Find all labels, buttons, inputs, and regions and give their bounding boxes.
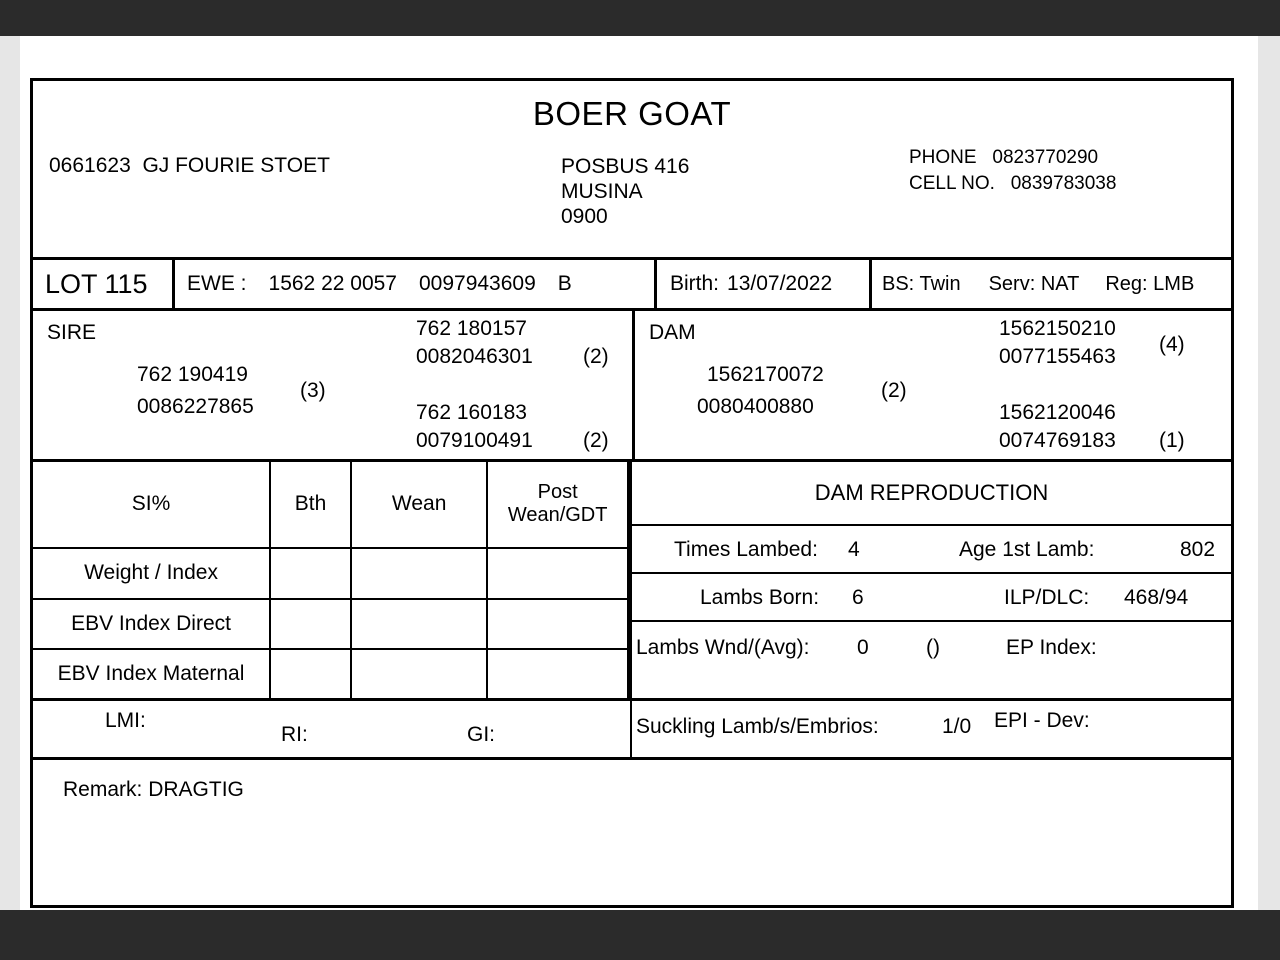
breeder-name: GJ FOURIE STOET [142,154,330,177]
reg-label: Reg: [1105,272,1148,295]
si-header-si: SI% [33,462,270,548]
remark-section [33,757,1231,879]
sire-label: SIRE [47,321,97,344]
bs-label: BS: [882,272,915,295]
table-row [33,649,628,698]
sire-id-1: 762 190419 [137,363,248,386]
si-header-bth: Bth [270,462,351,548]
sire-rank: (3) [300,379,326,402]
page-title: BOER GOAT [532,95,732,132]
registration-status [1105,273,1194,296]
status-fields [869,260,1231,308]
si-table [33,462,629,698]
ilp-dlc-value: 468/94 [1124,586,1189,609]
phone-value: 0823770290 [992,147,1099,168]
bottom-letterbox-bar [0,910,1280,960]
post-wean-line-2: Wean/GDT [507,504,608,527]
birth-field [654,260,869,308]
animal-identity [172,260,654,308]
dam-gp-top-id-1: 1562150210 [999,317,1116,340]
times-lambed-value: 4 [848,538,860,561]
dam-reproduction-panel [632,462,1231,698]
indices-left [33,701,632,757]
phone-row [909,145,1116,171]
si-row-label-ebv-direct: EBV Index Direct [33,599,270,650]
ep-index-label: EP Index: [1006,636,1097,659]
dam-id-1: 1562170072 [707,363,824,386]
divider-3 [632,620,1231,622]
remark-label: Remark: [63,778,143,801]
breeder-line [49,154,330,178]
animal-reg-number: 0097943609 [418,272,536,295]
table-row [33,548,628,599]
breeder-code: 0661623 [49,154,131,177]
animal-type-label: EWE : [187,272,247,295]
card-header [33,97,1231,257]
cell-label: CELL NO. [909,173,995,194]
dam-gp-bottom-id-2: 0074769183 [999,429,1116,452]
suckling-panel [632,701,1231,757]
cell-value: 0839783038 [1010,173,1117,194]
si-cell-ebv-direct-bth [270,599,351,650]
table-row [33,599,628,650]
si-cell-weight-wean [351,548,487,599]
si-header-row [33,462,628,548]
dam-gp-bottom-rank: (1) [1159,429,1185,452]
birth-value: 13/07/2022 [727,272,833,295]
serv-label: Serv: [988,272,1036,295]
address-line-2: MUSINA [561,180,643,203]
birth-label: Birth: [670,272,720,295]
si-cell-ebv-maternal-bth [270,649,351,698]
birth-status [882,273,961,296]
times-lambed-label: Times Lambed: [674,538,818,561]
si-cell-ebv-direct-post [487,599,628,650]
dam-gp-top-rank: (4) [1159,333,1185,356]
suckling-value: 1/0 [942,715,972,738]
si-cell-weight-bth [270,548,351,599]
si-header-wean: Wean [351,462,487,548]
epi-dev-label: EPI - Dev: [994,709,1090,732]
measurements-section [33,459,1231,698]
si-cell-ebv-maternal-wean [351,649,487,698]
reg-value: LMB [1153,272,1195,295]
remark-value: DRAGTIG [148,778,244,801]
lambs-born-label: Lambs Born: [700,586,820,609]
dam-label: DAM [649,321,696,344]
address-line-1: POSBUS 416 [561,155,690,178]
animal-code: B [557,272,572,295]
ilp-dlc-label: ILP/DLC: [1004,586,1090,609]
si-cell-weight-post [487,548,628,599]
age-first-lamb-value: 802 [1180,538,1216,561]
left-margin [0,36,20,910]
age-first-lamb-label: Age 1st Lamb: [959,538,1095,561]
cell-row [909,171,1116,197]
breeder-contact [909,145,1116,197]
sire-gp-top-rank: (2) [583,345,609,368]
post-wean-line-1: Post [537,481,578,504]
animal-tag: 1562 22 0057 [268,272,397,295]
bs-value: Twin [919,272,961,295]
service-type [989,273,1080,296]
serv-value: NAT [1040,272,1080,295]
lot-row [33,257,1231,308]
pedigree-card [30,78,1234,908]
indices-row [33,698,1231,757]
breeder-address [561,154,689,229]
dam-gp-bottom-id-1: 1562120046 [999,401,1116,424]
ri-label: RI: [281,723,308,746]
pedigree-section [33,308,1231,459]
lambs-weaned-average: () [926,636,940,659]
si-cell-ebv-direct-wean [351,599,487,650]
suckling-label: Suckling Lamb/s/Embrios: [636,715,879,738]
sire-id-2: 0086227865 [137,395,254,418]
right-margin [1258,36,1280,910]
si-row-label-ebv-maternal: EBV Index Maternal [33,649,270,698]
divider-2 [632,572,1231,574]
gi-label: GI: [467,723,496,746]
lot-number: LOT 115 [45,268,148,299]
sire-gp-bottom-id-1: 762 160183 [416,401,527,424]
dam-id-2: 0080400880 [697,395,814,418]
dam-reproduction-title: DAM REPRODUCTION [814,480,1049,505]
sire-pedigree [33,311,632,459]
sire-gp-top-id-2: 0082046301 [416,345,533,368]
si-table-wrapper [33,462,632,698]
lambs-born-value: 6 [852,586,864,609]
sire-gp-bottom-rank: (2) [583,429,609,452]
lmi-label: LMI: [105,709,146,732]
sire-gp-bottom-id-2: 0079100491 [416,429,533,452]
address-line-3: 0900 [561,205,608,228]
lambs-weaned-value: 0 [857,636,869,659]
dam-rank: (2) [881,379,907,402]
si-row-label-weight-index: Weight / Index [33,548,270,599]
dam-pedigree [632,311,1231,459]
phone-label: PHONE [909,147,977,168]
si-header-post-wean [487,462,628,548]
lambs-weaned-label: Lambs Wnd/(Avg): [636,636,810,659]
top-letterbox-bar [0,0,1280,36]
sire-gp-top-id-1: 762 180157 [416,317,527,340]
si-cell-ebv-maternal-post [487,649,628,698]
dam-gp-top-id-2: 0077155463 [999,345,1116,368]
divider-1 [632,524,1231,526]
